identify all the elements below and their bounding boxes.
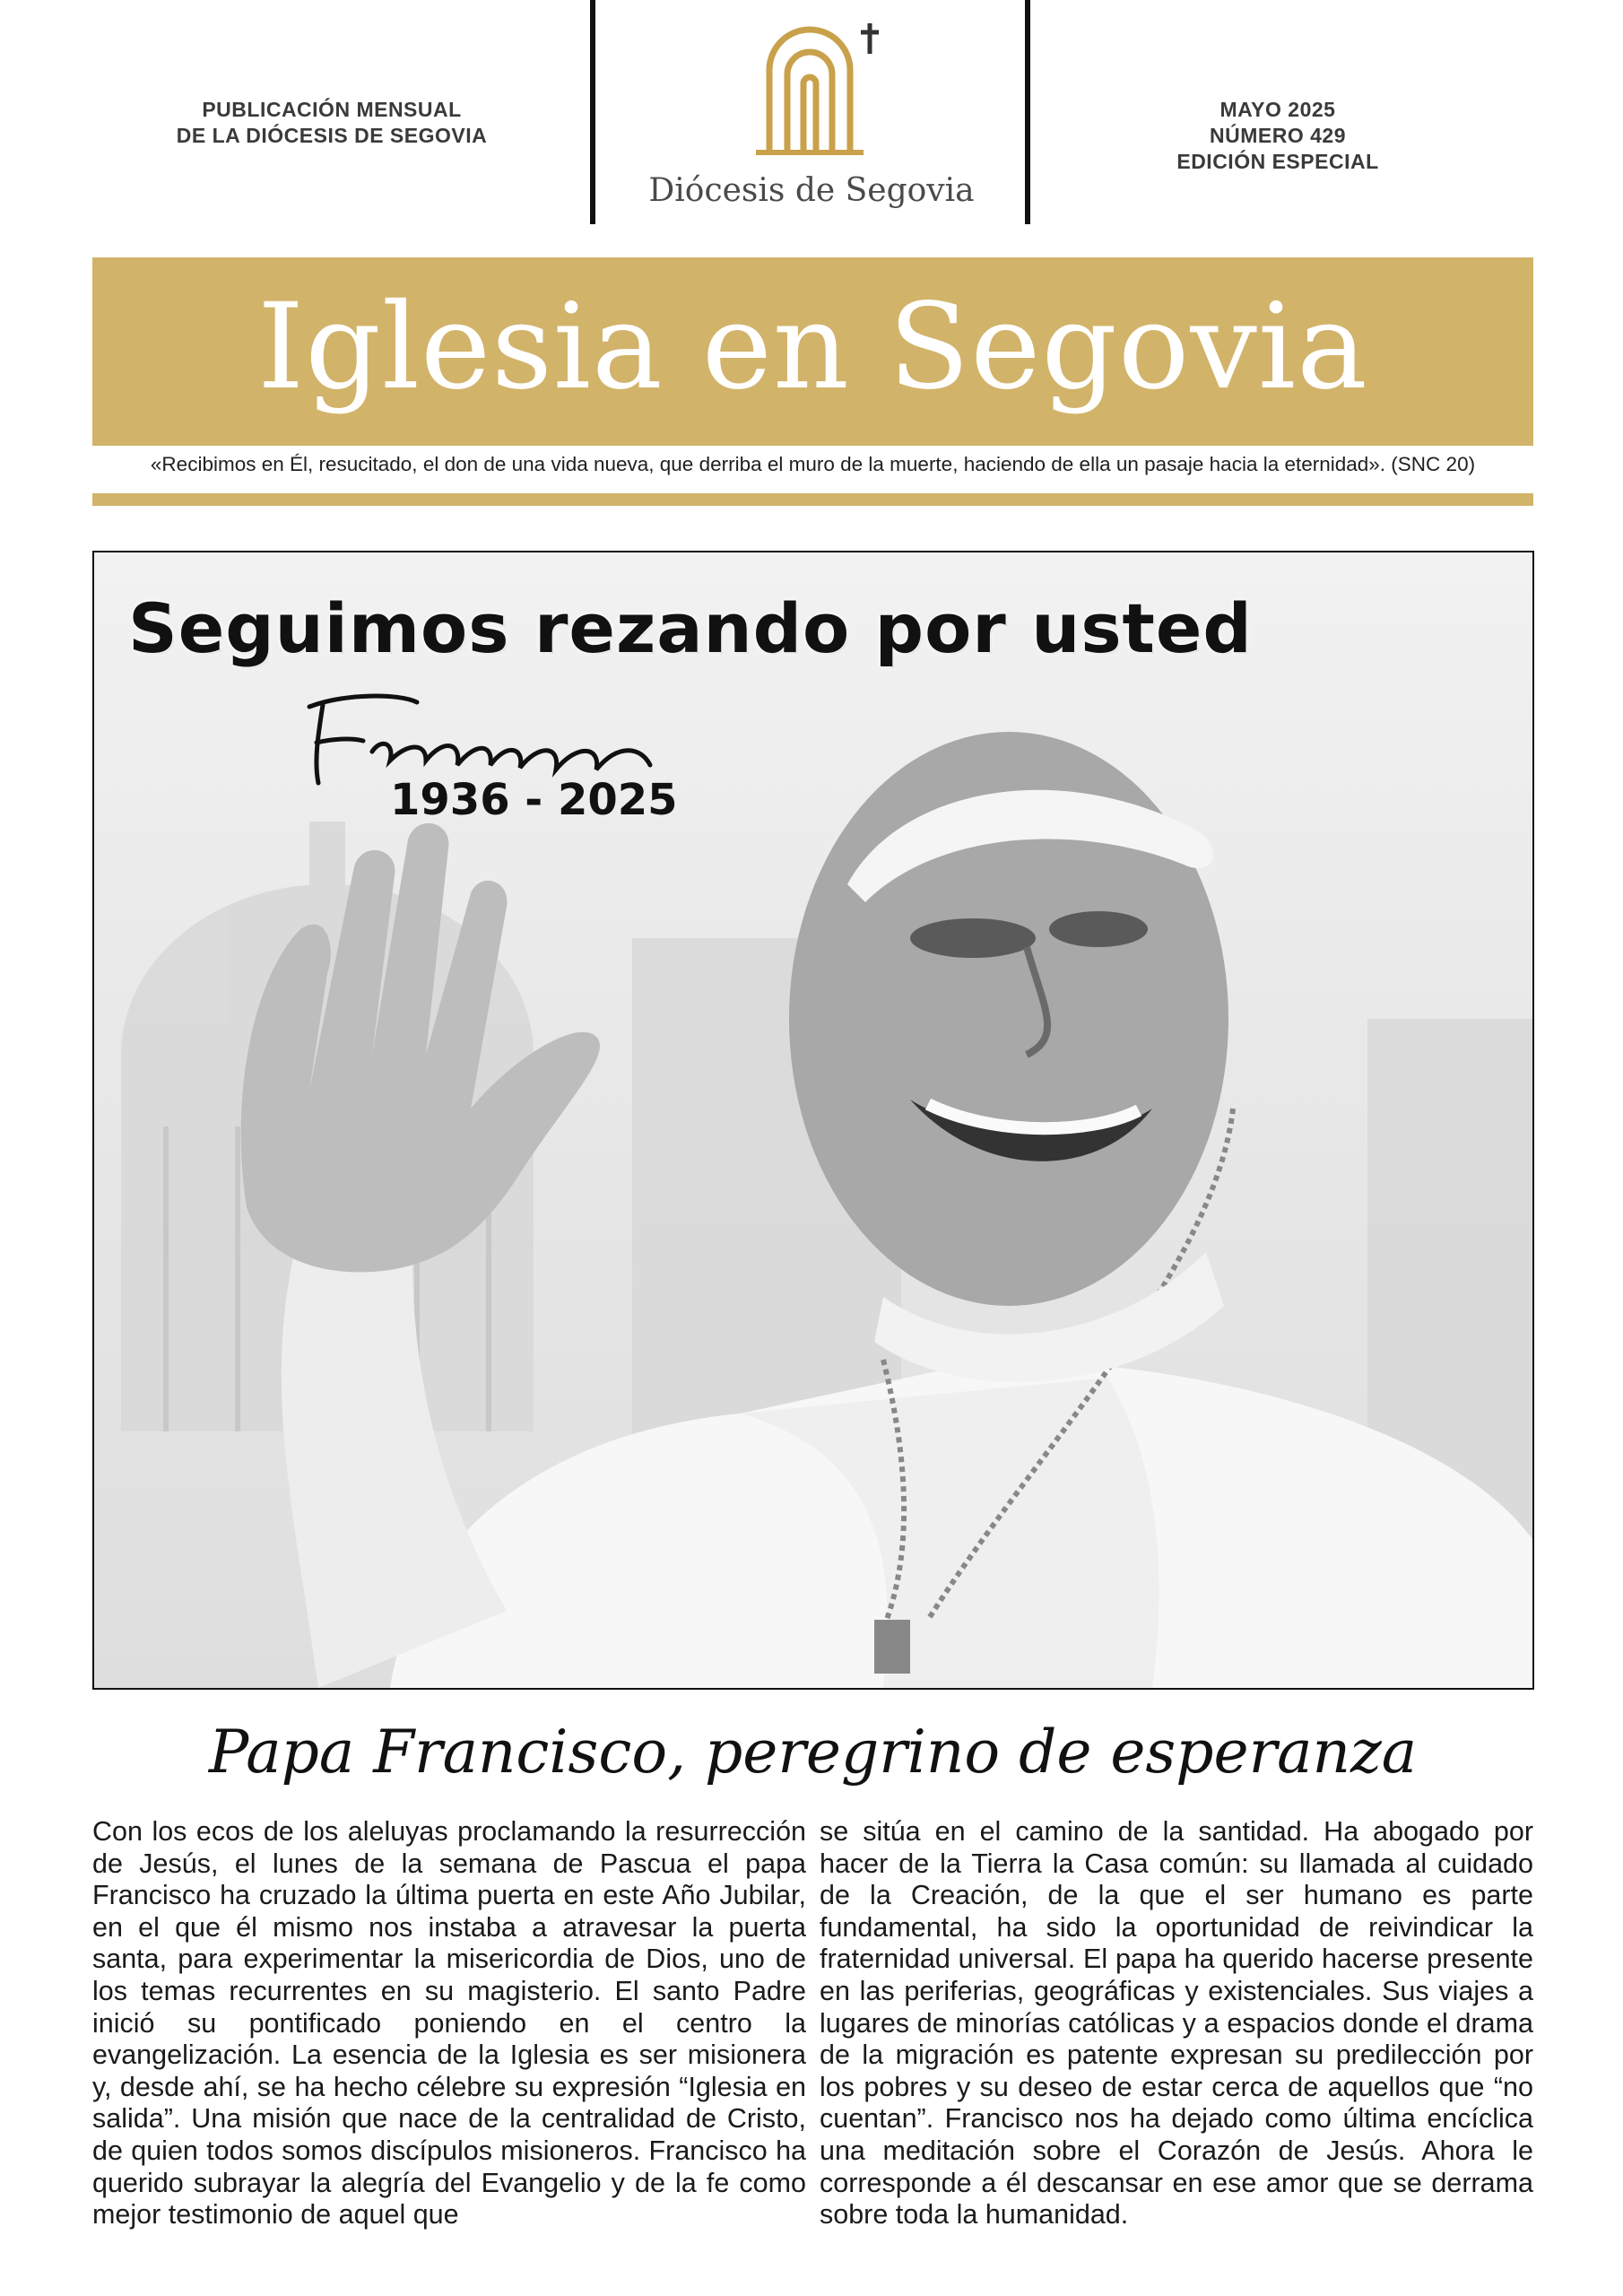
hero-headline: Seguimos rezando por usted bbox=[128, 588, 1253, 668]
article-column-1: Con los ecos de los aleluyas proclamando la resurrección de Jesús, el lunes de la semana de Pascua el papa Francisco ha cruzado la última puerta en este Año Jubilar, en el que él mismo nos instaba a atravesar la puerta santa, para experimentar la misericordia de Dios, uno de los temas recurrentes en su magisterio. El santo Padre inició su pontificado poniendo en el centro la evangelización. La esencia de la Iglesia es ser misionera y, desde ahí, se ha hecho célebre su expresión “Iglesia en salida”. Una misión que nace de la centralidad de Cristo, de quien todos somos discípulos misioneros. Francisco ha querido subrayar la alegría del Evangelio y de la fe como mejor testimonio de aquel que bbox=[92, 1816, 806, 2231]
publication-title: Iglesia en Segovia bbox=[257, 278, 1368, 416]
masthead-divider-left bbox=[590, 0, 595, 224]
hero-photo bbox=[92, 551, 1534, 1690]
article-column-2: se sitúa en el camino de la santidad. Ha abogado por hacer de la Tierra la Casa común: su llamada al cuidado de la Creación, de la que el ser humano es parte fundamental, ha sido la oportunidad de reivindicar la fraternidad universal. El papa ha querido hacerse presente en las periferias, geográficas y existenciales. Sus viajes a lugares de minorías católicas y a espacios donde el drama de la migración es patente expresan su predilección por los pobres y su deseo de estar cerca de aquellos que “no cuentan”. Francisco nos ha dejado como última encíclica una meditación sobre el Corazón de Jesús. Ahora le corresponde a él descansar en ese amor que se derrama sobre toda la humanidad. bbox=[820, 1816, 1533, 2231]
hero-years: 1936 - 2025 bbox=[390, 775, 678, 825]
issue-edition: EDICIÓN ESPECIAL bbox=[1176, 150, 1379, 173]
article-headline: Papa Francisco, peregrino de esperanza bbox=[208, 1718, 1418, 1787]
publication-line-2: DE LA DIÓCESIS DE SEGOVIA bbox=[176, 124, 488, 147]
issue-info bbox=[1116, 97, 1439, 175]
diocese-logo-text: Diócesis de Segovia bbox=[648, 172, 975, 209]
header-quote: «Recibimos en Él, resucitado, el don de una vida nueva, que derriba el muro de la muerte, haciendo de ella un pasaje hacia la eternidad». (SNC 20) bbox=[150, 453, 1476, 475]
masthead-divider-right bbox=[1025, 0, 1030, 224]
title-rule bbox=[92, 493, 1533, 506]
issue-date: MAYO 2025 bbox=[1219, 98, 1336, 121]
publication-info bbox=[143, 97, 520, 149]
issue-number: NÚMERO 429 bbox=[1210, 124, 1346, 147]
diocese-logo-icon bbox=[751, 16, 886, 169]
publication-line-1: PUBLICACIÓN MENSUAL bbox=[202, 98, 462, 121]
